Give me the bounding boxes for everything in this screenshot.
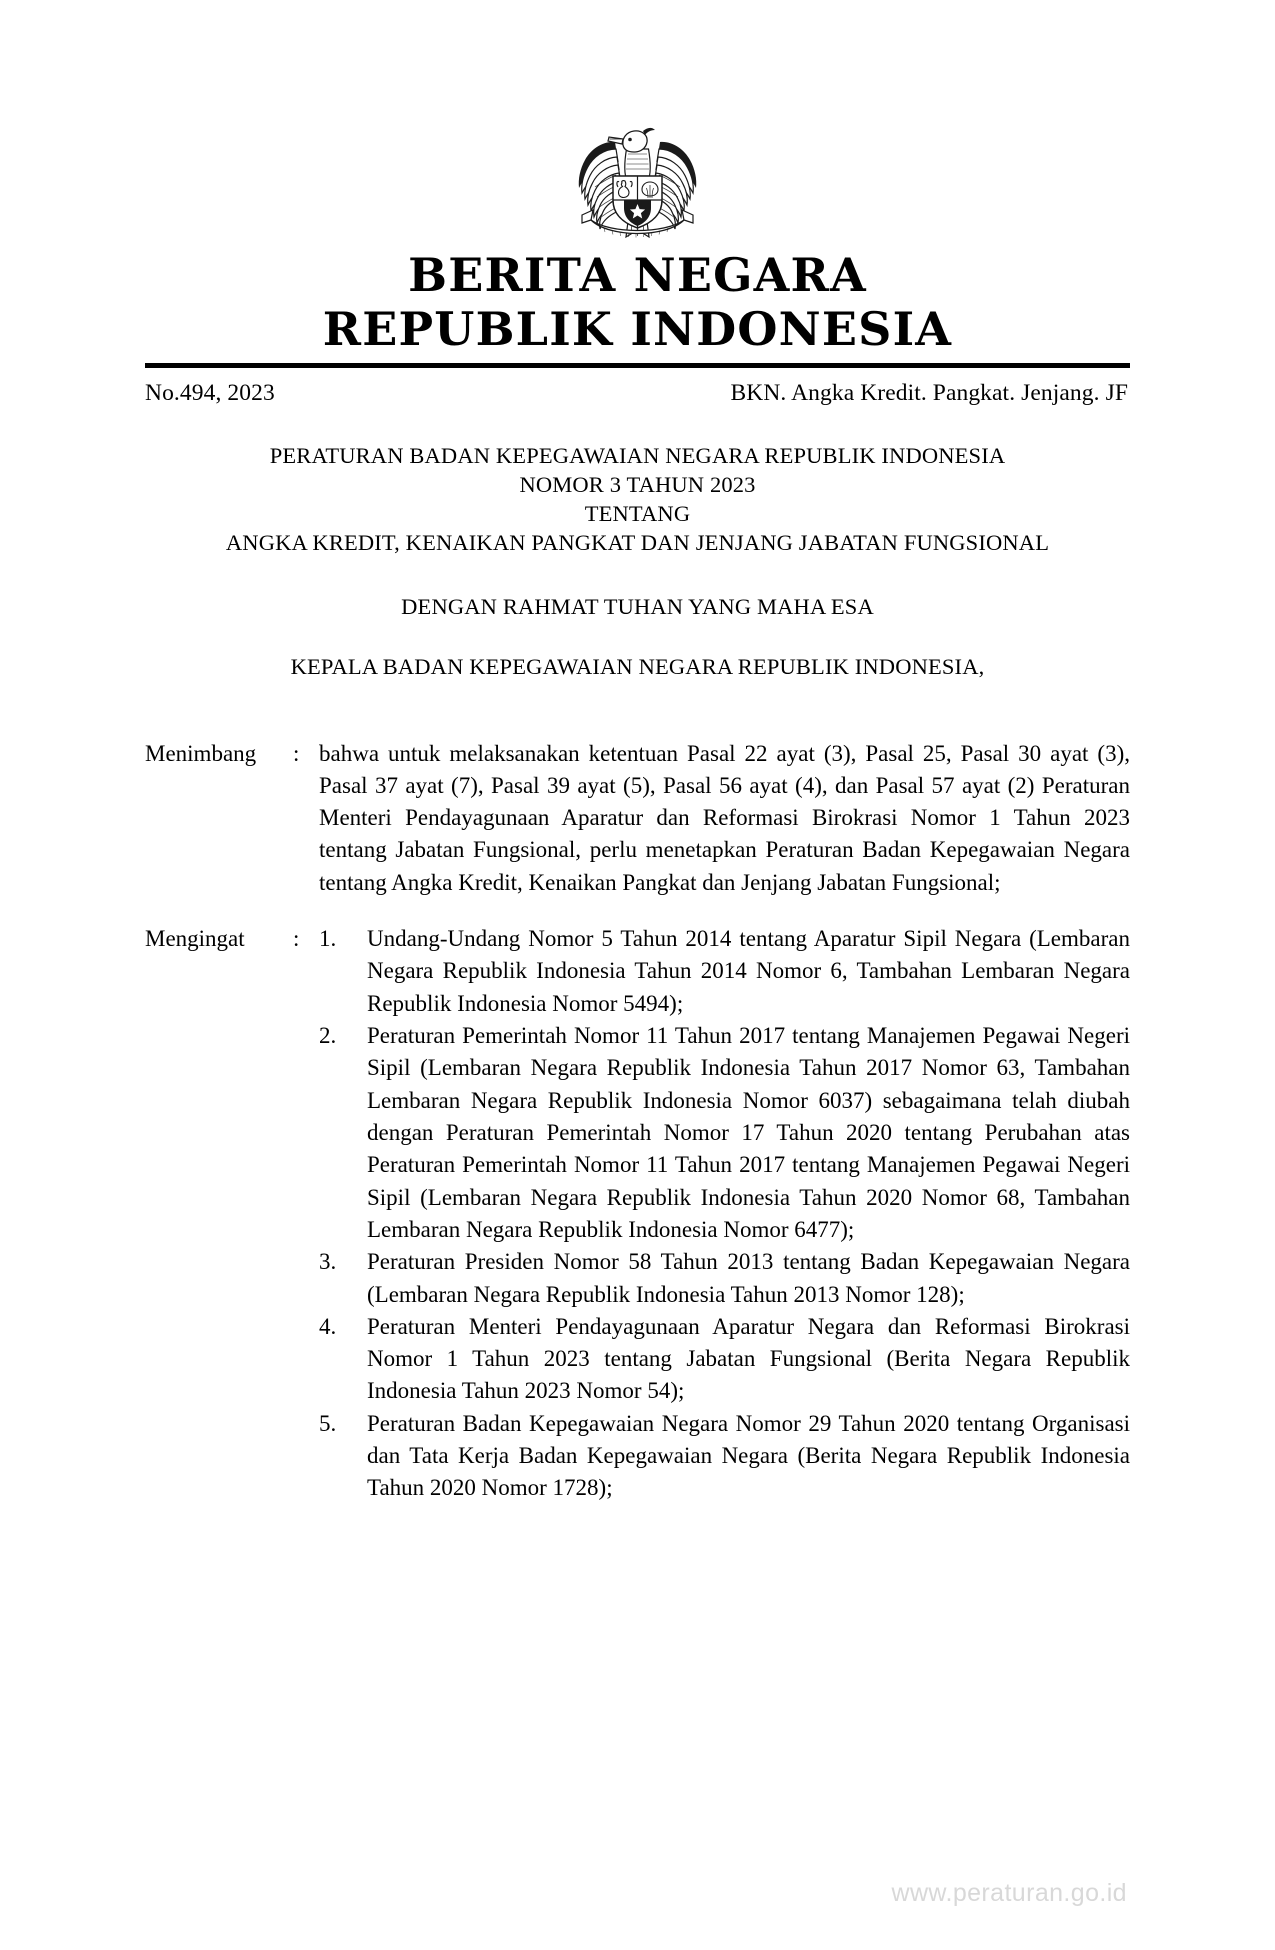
clause-menimbang-body — [319, 738, 1130, 900]
masthead-title — [145, 248, 1130, 357]
list-item — [319, 923, 1130, 1020]
list-item-text: Peraturan Menteri Pendayagunaan Aparatur Negara dan Reformasi Birokrasi Nomor 1 Tahun 2023 tentang Jabatan Fungsional (Berita Negara Republik Indonesia Tahun 2023 Nomor 54); — [367, 1313, 1130, 1404]
clause-menimbang-label: Menimbang — [145, 740, 257, 766]
list-item-number: 4. — [319, 1313, 337, 1339]
clause-mengingat-body — [319, 923, 1130, 1505]
document-number: No.494, 2023 — [145, 379, 275, 406]
regulation-title-line1: PERATURAN BADAN KEPEGAWAIAN NEGARA REPUBLIK INDONESIA — [269, 442, 1006, 468]
masthead-title-line2: REPUBLIK INDONESIA — [322, 302, 953, 357]
mengingat-list — [319, 923, 1130, 1505]
list-item-text: Undang-Undang Nomor 5 Tahun 2014 tentang Aparatur Sipil Negara (Lembaran Negara Republik Indonesia Tahun 2014 Nomor 6, Tambahan Lembaran Negara Republik Indonesia Nomor 5494); — [367, 926, 1130, 1016]
list-item-text: Peraturan Presiden Nomor 58 Tahun 2013 tentang Badan Kepegawaian Negara (Lembaran Negara Republik Indonesia Tahun 2013 Nomor 128); — [367, 1249, 1130, 1307]
clause-menimbang — [145, 738, 1130, 900]
regulation-number-line: NOMOR 3 TAHUN 2023 — [519, 471, 756, 497]
garuda-pancasila-emblem — [560, 112, 715, 240]
clause-mengingat — [145, 923, 1130, 1505]
issuing-authority-line: KEPALA BADAN KEPEGAWAIAN NEGARA REPUBLIK INDONESIA, — [290, 653, 985, 679]
clause-mengingat-label: Mengingat — [145, 926, 245, 952]
list-item — [319, 1311, 1130, 1408]
regulation-title-block — [145, 441, 1130, 558]
clause-menimbang-text: bahwa untuk melaksanakan ketentuan Pasal 22 ayat (3), Pasal 25, Pasal 30 ayat (3), Pasal 37 ayat (7), Pasal 39 ayat (5), Pasal 56 ayat (4), dan Pasal 57 ayat (2) Peraturan Menteri Pendayagunaan Aparatur dan Reformasi Birokrasi Nomor 1 Tahun 2023 tentang Jabatan Fungsional, perlu menetapkan Peraturan Badan Kepegawaian Negara tentang Angka Kredit, Kenaikan Pangkat dan Jenjang Jabatan Fungsional; — [319, 740, 1130, 895]
clause-mengingat-colon: : — [293, 926, 300, 952]
footer-watermark: www.peraturan.go.id — [891, 1879, 1127, 1907]
masthead-title-line1: BERITA NEGARA — [408, 248, 867, 302]
list-item-number: 1. — [319, 926, 337, 952]
list-item — [319, 1246, 1130, 1311]
list-item-number: 2. — [319, 1023, 337, 1049]
list-item-number: 3. — [319, 1249, 337, 1275]
list-item-text: Peraturan Pemerintah Nomor 11 Tahun 2017 tentang Manajemen Pegawai Negeri Sipil (Lembaran Negara Republik Indonesia Tahun 2017 Nomor 63, Tambahan Lembaran Negara Republik Indonesia Nomor 6037) sebagaimana telah diubah dengan Peraturan Pemerintah Nomor 17 Tahun 2020 tentang Perubahan atas Peraturan Pemerintah Nomor 11 Tahun 2017 tentang Manajemen Pegawai Negeri Sipil (Lembaran Negara Republik Indonesia Tahun 2020 Nomor 68, Tambahan Lembaran Negara Republik Indonesia Nomor 6477); — [367, 1023, 1130, 1242]
list-item — [319, 1408, 1130, 1505]
clauses-section — [145, 738, 1130, 1505]
list-item — [319, 1020, 1130, 1246]
clause-menimbang-colon: : — [293, 740, 300, 766]
masthead — [145, 0, 1130, 357]
document-subject-keywords: BKN. Angka Kredit. Pangkat. Jenjang. JF — [730, 379, 1128, 406]
nomor-row — [145, 368, 1130, 407]
list-item-text: Peraturan Badan Kepegawaian Negara Nomor 29 Tahun 2020 tentang Organisasi dan Tata Kerja Badan Kepegawaian Negara (Berita Negara Republik Indonesia Tahun 2020 Nomor 1728); — [367, 1410, 1130, 1501]
list-item-number: 5. — [319, 1410, 337, 1436]
regulation-tentang-line: TENTANG — [584, 501, 691, 527]
regulation-subject-line: ANGKA KREDIT, KENAIKAN PANGKAT DAN JENJANG JABATAN FUNGSIONAL — [225, 530, 1050, 556]
invocation-line: DENGAN RAHMAT TUHAN YANG MAHA ESA — [401, 593, 874, 619]
